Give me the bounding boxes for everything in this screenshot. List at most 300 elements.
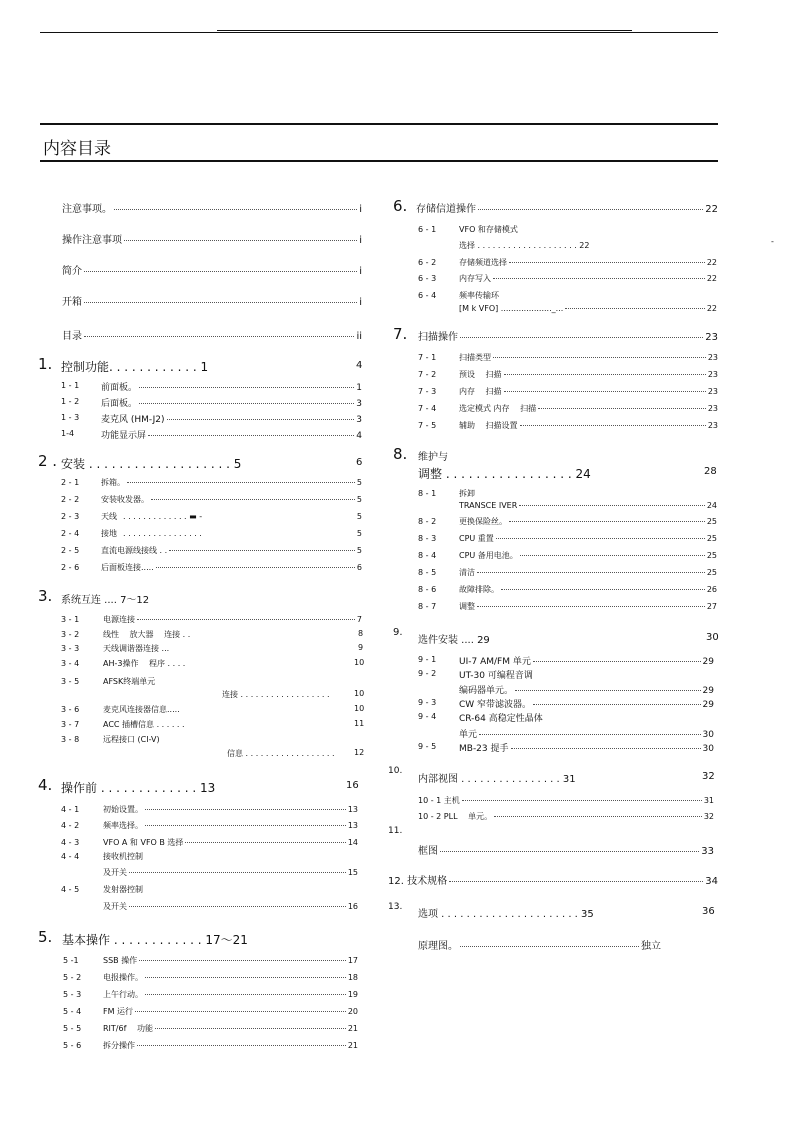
item-number: 5 - 4 bbox=[63, 1007, 82, 1016]
leader-dots bbox=[493, 278, 705, 279]
entry-page: 5 bbox=[356, 495, 362, 504]
entry-page: 22 bbox=[706, 304, 717, 313]
entry-label: 选定模式 内存 扫描 bbox=[459, 404, 537, 413]
entry-label: 直流电源线接线 . . bbox=[101, 546, 168, 555]
toc-entry[interactable] bbox=[459, 567, 717, 578]
entry-page: 5 bbox=[356, 546, 362, 555]
entry-label: 扫描操作 bbox=[418, 332, 458, 343]
toc-entry[interactable] bbox=[101, 428, 362, 441]
toc-entry-page: 9 bbox=[358, 643, 364, 652]
item-number: 5 -1 bbox=[63, 956, 79, 965]
entry-label: 后面板。 bbox=[101, 399, 138, 409]
leader-dots bbox=[145, 977, 346, 978]
section-title: 安装 . . . . . . . . . . . . . . . . . . . 5 bbox=[61, 457, 242, 471]
leader-dots bbox=[127, 482, 355, 483]
item-number: 9 - 2 bbox=[418, 669, 437, 678]
leader-dots bbox=[533, 661, 701, 662]
top-rule bbox=[40, 32, 718, 33]
toc-entry[interactable] bbox=[459, 683, 714, 696]
entry-label: 注意事项。 bbox=[62, 204, 112, 215]
toc-entry[interactable] bbox=[103, 614, 362, 625]
entry-label: 故障排除。 bbox=[459, 585, 499, 594]
item-number: 4 - 4 bbox=[61, 852, 80, 861]
toc-entry[interactable] bbox=[103, 972, 358, 983]
page-title: 内容目录 bbox=[43, 139, 111, 159]
item-number: 3 - 7 bbox=[61, 720, 80, 729]
item-number: 4 - 3 bbox=[61, 838, 80, 847]
leader-dots bbox=[145, 809, 346, 810]
section-number: 9. bbox=[393, 627, 403, 638]
toc-entry-label: 选择 . . . . . . . . . . . . . . . . . . . . 22 bbox=[459, 241, 590, 250]
item-number: 5 - 5 bbox=[63, 1024, 82, 1033]
toc-entry[interactable] bbox=[459, 257, 717, 268]
entry-page: 3 bbox=[356, 415, 362, 425]
leader-dots bbox=[496, 538, 705, 539]
section-page: 30 bbox=[706, 632, 719, 643]
entry-label: 功能显示屏 bbox=[101, 431, 147, 441]
entry-label: 简介 bbox=[62, 266, 82, 277]
toc-entry[interactable] bbox=[103, 837, 358, 848]
leader-dots bbox=[139, 960, 346, 961]
item-number: 2 - 1 bbox=[61, 478, 80, 487]
entry-page: 26 bbox=[706, 585, 717, 594]
item-number: 3 - 1 bbox=[61, 615, 80, 624]
entry-page: 23 bbox=[707, 370, 718, 379]
entry-label: 编码器单元。 bbox=[459, 686, 514, 696]
entry-label: 存储信道操作 bbox=[416, 204, 476, 215]
toc-entry[interactable] bbox=[103, 901, 358, 912]
toc-entry[interactable] bbox=[101, 562, 362, 573]
item-number: 3 - 6 bbox=[61, 705, 80, 714]
entry-label: TRANSCE IVER bbox=[459, 501, 518, 510]
entry-label: 电报操作。 bbox=[103, 973, 143, 982]
item-number: 5 - 6 bbox=[63, 1041, 82, 1050]
toc-entry[interactable] bbox=[103, 867, 358, 878]
leader-dots bbox=[137, 619, 355, 620]
toc-entry[interactable] bbox=[459, 601, 717, 612]
entry-page: 31 bbox=[703, 796, 714, 805]
section-title: 内部视图 . . . . . . . . . . . . . . . . 31 bbox=[418, 774, 576, 785]
entry-label: 原理图。 bbox=[418, 941, 458, 952]
toc-entry[interactable] bbox=[101, 380, 362, 393]
entry-label: 接收机控制 bbox=[103, 852, 143, 861]
entry-page: 13 bbox=[347, 821, 358, 830]
entry-label: 前面板。 bbox=[101, 383, 138, 393]
entry-page: 6 bbox=[356, 563, 362, 572]
item-number: 2 - 3 bbox=[61, 512, 80, 521]
leader-dots bbox=[509, 262, 705, 263]
section-title: 选项 . . . . . . . . . . . . . . . . . . . . . . 35 bbox=[418, 909, 594, 920]
entry-page: 17 bbox=[347, 956, 358, 965]
section-number: 11. bbox=[388, 826, 403, 836]
entry-label: 调整 bbox=[459, 602, 475, 611]
entry-page: 1 bbox=[356, 383, 362, 393]
entry-page: i bbox=[359, 266, 362, 277]
toc-entry-label: CR-64 高稳定性晶体 bbox=[459, 714, 543, 724]
leader-dots bbox=[501, 589, 705, 590]
item-number: 3 - 8 bbox=[61, 735, 80, 744]
entry-label: 初始设置。 bbox=[103, 805, 143, 814]
section-page: 36 bbox=[702, 906, 715, 917]
item-number: 1-4 bbox=[61, 429, 75, 438]
leader-dots bbox=[155, 1028, 346, 1029]
top-rule-inner bbox=[217, 30, 632, 31]
section-page: 32 bbox=[702, 771, 715, 782]
leader-dots bbox=[156, 567, 355, 568]
item-number: 8 - 3 bbox=[418, 534, 437, 543]
item-number: 8 - 1 bbox=[418, 489, 437, 498]
toc-entry[interactable] bbox=[459, 304, 717, 313]
leader-dots bbox=[519, 505, 705, 506]
toc-entry[interactable] bbox=[101, 494, 362, 505]
entry-label: CPU 备用电池。 bbox=[459, 551, 518, 560]
section-number: 10. bbox=[388, 766, 403, 776]
toc-entry[interactable] bbox=[418, 795, 714, 806]
entry-label: 频率选择。 bbox=[103, 821, 143, 830]
item-number: 2 - 6 bbox=[61, 563, 80, 572]
leader-dots bbox=[460, 946, 639, 947]
toc-entry-label: UT-30 可编程音调 bbox=[459, 671, 533, 681]
toc-entry-label: AH-3操作 程序 . . . . bbox=[103, 659, 186, 668]
leader-dots bbox=[148, 435, 354, 436]
entry-page: 33 bbox=[701, 846, 714, 857]
section-page: 28 bbox=[704, 466, 717, 477]
leader-dots bbox=[139, 403, 354, 404]
entry-page: 32 bbox=[703, 812, 714, 821]
item-number: 6 - 4 bbox=[418, 291, 437, 300]
entry-label: 后面板连接..... bbox=[101, 563, 154, 572]
toc-entry[interactable] bbox=[459, 533, 717, 544]
toc-entry[interactable] bbox=[103, 851, 358, 862]
entry-label: VFO A 和 VFO B 选择 bbox=[103, 838, 184, 847]
entry-page: 23 bbox=[707, 421, 718, 430]
leader-dots bbox=[84, 271, 357, 272]
entry-label: 麦克风 (HM-J2) bbox=[101, 415, 165, 425]
toc-schematic[interactable] bbox=[418, 937, 661, 952]
toc-entry[interactable] bbox=[101, 511, 362, 522]
item-number: 2 - 4 bbox=[61, 529, 80, 538]
item-number: 4 - 2 bbox=[61, 821, 80, 830]
leader-dots bbox=[145, 825, 346, 826]
toc-entry[interactable] bbox=[459, 584, 717, 595]
item-number: 7 - 4 bbox=[418, 404, 437, 413]
entry-page: 29 bbox=[702, 700, 714, 710]
item-number: 8 - 7 bbox=[418, 602, 437, 611]
section-title: 选件安装 .... 29 bbox=[418, 635, 490, 646]
entry-page: 25 bbox=[706, 517, 717, 526]
item-number: 8 - 4 bbox=[418, 551, 437, 560]
entry-page: 23 bbox=[707, 404, 718, 413]
leader-dots bbox=[145, 994, 346, 995]
entry-page: 29 bbox=[702, 657, 714, 667]
entry-label: MB-23 提手 bbox=[459, 744, 509, 754]
toc-entry[interactable] bbox=[459, 516, 717, 527]
entry-page: 34 bbox=[705, 876, 718, 887]
entry-page: 5 bbox=[356, 529, 362, 538]
entry-label: 清洁 bbox=[459, 568, 475, 577]
entry-page: 4 bbox=[356, 431, 362, 441]
entry-page: i bbox=[359, 235, 362, 246]
item-number: 9 - 5 bbox=[418, 742, 437, 751]
toc-entry[interactable] bbox=[103, 989, 358, 1000]
leader-dots bbox=[538, 408, 706, 409]
toc-section-11[interactable] bbox=[418, 842, 714, 857]
toc-entry[interactable] bbox=[103, 1023, 358, 1034]
leader-dots bbox=[479, 734, 701, 735]
entry-page: 13 bbox=[347, 805, 358, 814]
toc-entry-label: ACC 插槽信息 . . . . . . bbox=[103, 720, 185, 729]
section-number: 1. bbox=[38, 355, 53, 373]
section-number: 7. bbox=[393, 325, 408, 343]
item-number: 1 - 1 bbox=[61, 381, 80, 390]
entry-page: 15 bbox=[347, 868, 358, 877]
toc-entry[interactable] bbox=[459, 420, 718, 431]
leader-dots bbox=[151, 499, 355, 500]
leader-dots bbox=[509, 521, 705, 522]
entry-page: 24 bbox=[706, 501, 717, 510]
toc-entry[interactable] bbox=[459, 741, 714, 754]
toc-entry-label: AFSK终端单元 bbox=[103, 677, 156, 686]
entry-label: 拆分操作 bbox=[103, 1041, 135, 1050]
entry-separator: . . . . . . . . . . . . . . . . bbox=[123, 529, 202, 538]
toc-entry[interactable] bbox=[101, 412, 362, 425]
item-number: 9 - 3 bbox=[418, 698, 437, 707]
toc-entry-label: 远程接口 (CI-V) bbox=[103, 735, 160, 744]
item-number: 7 - 5 bbox=[418, 421, 437, 430]
item-number: 1 - 3 bbox=[61, 413, 80, 422]
leader-dots bbox=[533, 704, 701, 705]
leader-dots bbox=[167, 419, 355, 420]
toc-entry[interactable] bbox=[459, 403, 718, 414]
entry-page: 21 bbox=[347, 1041, 358, 1050]
leader-dots bbox=[515, 690, 701, 691]
leader-dots bbox=[504, 374, 706, 375]
toc-front-0[interactable] bbox=[62, 200, 362, 215]
entry-label: SSB 操作 bbox=[103, 956, 138, 965]
toc-entry-label: 连接 . . . . . . . . . . . . . . . . . . bbox=[222, 690, 330, 699]
entry-label: 预设 扫描 bbox=[459, 370, 502, 379]
section-title: 维护与 bbox=[418, 452, 448, 463]
title-rule-bottom bbox=[40, 160, 718, 162]
entry-page: ii bbox=[356, 331, 362, 342]
toc-entry-page: 10 bbox=[354, 658, 365, 667]
item-number: 6 - 2 bbox=[418, 258, 437, 267]
toc-entry-page: 12 bbox=[354, 748, 365, 757]
leader-dots bbox=[565, 308, 705, 309]
item-number: 8 - 6 bbox=[418, 585, 437, 594]
toc-entry[interactable] bbox=[101, 477, 362, 488]
toc-entry-label: 频率传输环 bbox=[459, 291, 499, 300]
entry-page: 20 bbox=[347, 1007, 358, 1016]
toc-front-2[interactable] bbox=[62, 262, 362, 277]
leader-dots bbox=[440, 851, 699, 852]
entry-page: 25 bbox=[706, 534, 717, 543]
entry-page: 3 bbox=[356, 399, 362, 409]
toc-entry-page: 11 bbox=[354, 719, 365, 728]
entry-page: i bbox=[359, 204, 362, 215]
item-number: 3 - 4 bbox=[61, 659, 80, 668]
entry-page: 23 bbox=[707, 387, 718, 396]
section-title: 基本操作 . . . . . . . . . . . . 17～21 bbox=[62, 933, 248, 947]
leader-dots bbox=[124, 240, 357, 241]
entry-label: 存储频道选择 bbox=[459, 258, 507, 267]
leader-dots bbox=[511, 748, 701, 749]
leader-dots bbox=[477, 606, 705, 607]
toc-entry[interactable] bbox=[459, 727, 714, 740]
toc-entry[interactable] bbox=[459, 369, 718, 380]
title-rule-top bbox=[40, 123, 718, 125]
entry-page: 23 bbox=[707, 353, 718, 362]
entry-label: 内存 扫描 bbox=[459, 387, 502, 396]
toc-entry[interactable] bbox=[459, 352, 718, 363]
entry-label: 拆箱。 bbox=[101, 478, 125, 487]
toc-entry[interactable] bbox=[459, 273, 717, 284]
section-page: 6 bbox=[356, 457, 363, 468]
entry-page: 18 bbox=[347, 973, 358, 982]
entry-label: 上午行动。 bbox=[103, 990, 143, 999]
item-number: 4 - 5 bbox=[61, 885, 80, 894]
stray-mark: - bbox=[771, 237, 774, 246]
section-number: 6. bbox=[393, 197, 408, 215]
leader-dots bbox=[139, 387, 354, 388]
item-number: 1 - 2 bbox=[61, 397, 80, 406]
entry-label: 框图 bbox=[418, 846, 438, 857]
entry-page: 独立 bbox=[641, 941, 661, 952]
toc-entry-label: 天线调谐器连接 ... bbox=[103, 644, 170, 653]
toc-entry[interactable] bbox=[459, 501, 717, 510]
entry-label: 10 - 1 主机 bbox=[418, 796, 460, 805]
entry-page: 30 bbox=[702, 730, 714, 740]
toc-front-4[interactable] bbox=[62, 327, 362, 342]
entry-page: 30 bbox=[702, 744, 714, 754]
entry-label: [M k VFO] ...................._... bbox=[459, 304, 564, 313]
entry-page: i bbox=[359, 297, 362, 308]
entry-label: CW 窄带滤波器。 bbox=[459, 700, 532, 710]
item-number: 9 - 4 bbox=[418, 712, 437, 721]
leader-dots bbox=[137, 1045, 346, 1046]
toc-entry-page: 10 bbox=[354, 704, 365, 713]
toc-entry-label: VFO 和存储模式 bbox=[459, 225, 518, 234]
leader-dots bbox=[185, 842, 345, 843]
toc-section-12[interactable] bbox=[388, 872, 718, 887]
entry-page: 7 bbox=[356, 615, 362, 624]
toc-entry[interactable] bbox=[459, 386, 718, 397]
entry-label: CPU 重置 bbox=[459, 534, 494, 543]
toc-entry-label: 线性 放大器 连接 . . bbox=[103, 630, 191, 639]
leader-dots bbox=[135, 1011, 346, 1012]
entry-label: 操作注意事项 bbox=[62, 235, 122, 246]
entry-page: 19 bbox=[347, 990, 358, 999]
entry-label: 内存写入 bbox=[459, 274, 491, 283]
entry-page: 22 bbox=[706, 274, 717, 283]
leader-dots bbox=[449, 881, 703, 882]
entry-label: 开箱 bbox=[62, 297, 82, 308]
section-page: 16 bbox=[346, 780, 359, 791]
item-number: 2 - 5 bbox=[61, 546, 80, 555]
item-number: 9 - 1 bbox=[418, 655, 437, 664]
section-title: 系统互连 .... 7～12 bbox=[61, 595, 150, 606]
leader-dots bbox=[129, 906, 346, 907]
item-number: 2 - 2 bbox=[61, 495, 80, 504]
leader-dots bbox=[504, 391, 706, 392]
section-title: 控制功能. . . . . . . . . . . . 1 bbox=[61, 360, 209, 374]
toc-entry[interactable] bbox=[459, 550, 717, 561]
section-title-2: 调整 . . . . . . . . . . . . . . . . . 24 bbox=[418, 467, 591, 481]
section-number: 3. bbox=[38, 587, 53, 605]
item-number: 5 - 3 bbox=[63, 990, 82, 999]
toc-entry-page: 8 bbox=[358, 629, 364, 638]
leader-dots bbox=[520, 425, 706, 426]
entry-page: 5 bbox=[356, 478, 362, 487]
toc-section-6[interactable] bbox=[416, 200, 718, 215]
entry-page: 27 bbox=[706, 602, 717, 611]
toc-entry-label: 信息 . . . . . . . . . . . . . . . . . . bbox=[227, 749, 335, 758]
toc-entry[interactable] bbox=[103, 955, 358, 966]
toc-entry[interactable] bbox=[101, 528, 362, 539]
toc-front-1[interactable] bbox=[62, 231, 362, 246]
toc-entry[interactable] bbox=[103, 820, 358, 831]
item-number: 7 - 3 bbox=[418, 387, 437, 396]
leader-dots bbox=[84, 336, 354, 337]
leader-dots bbox=[84, 302, 357, 303]
toc-entry[interactable] bbox=[459, 654, 714, 667]
section-title: 操作前 . . . . . . . . . . . . . 13 bbox=[61, 781, 216, 795]
entry-label: 安装收发器。 bbox=[101, 495, 149, 504]
entry-label: 扫描类型 bbox=[459, 353, 491, 362]
entry-label: FM 运行 bbox=[103, 1007, 134, 1016]
toc-entry[interactable] bbox=[103, 1040, 358, 1051]
entry-label: 电源连接 bbox=[103, 615, 135, 624]
toc-entry[interactable] bbox=[103, 884, 358, 895]
leader-dots bbox=[462, 800, 702, 801]
item-number: 5 - 2 bbox=[63, 973, 82, 982]
entry-label: UI-7 AM/FM 单元 bbox=[459, 657, 531, 667]
section-page: 4 bbox=[356, 360, 363, 371]
section-number: 2 . bbox=[38, 452, 58, 470]
toc-front-3[interactable] bbox=[62, 293, 362, 308]
toc-entry-label: 麦克风连接器信息..... bbox=[103, 705, 180, 714]
entry-page: 29 bbox=[702, 686, 714, 696]
item-number: 8 - 5 bbox=[418, 568, 437, 577]
entry-label: 天线 bbox=[101, 512, 117, 521]
section-number: 4. bbox=[38, 776, 53, 794]
toc-section-7[interactable] bbox=[418, 328, 718, 343]
entry-page: 21 bbox=[347, 1024, 358, 1033]
leader-dots bbox=[129, 872, 346, 873]
entry-label: 及开关 bbox=[103, 902, 127, 911]
leader-dots bbox=[169, 550, 355, 551]
leader-dots bbox=[494, 816, 702, 817]
toc-entry[interactable] bbox=[103, 804, 358, 815]
toc-entry[interactable] bbox=[418, 811, 714, 822]
entry-page: 22 bbox=[705, 204, 718, 215]
toc-entry[interactable] bbox=[101, 545, 362, 556]
section-number: 13. bbox=[388, 902, 403, 912]
entry-label: 辅助 扫描设置 bbox=[459, 421, 518, 430]
section-number: 5. bbox=[38, 928, 53, 946]
toc-entry[interactable] bbox=[103, 1006, 358, 1017]
toc-entry-page: 10 bbox=[354, 689, 365, 698]
entry-page: 25 bbox=[706, 551, 717, 560]
item-number: 3 - 5 bbox=[61, 677, 80, 686]
toc-entry[interactable] bbox=[459, 697, 714, 710]
entry-label: 发射器控制 bbox=[103, 885, 143, 894]
toc-entry[interactable] bbox=[101, 396, 362, 409]
section-number: 8. bbox=[393, 445, 408, 463]
item-number: 8 - 2 bbox=[418, 517, 437, 526]
entry-label: 接地 bbox=[101, 529, 117, 538]
entry-page: 5 bbox=[356, 512, 362, 521]
